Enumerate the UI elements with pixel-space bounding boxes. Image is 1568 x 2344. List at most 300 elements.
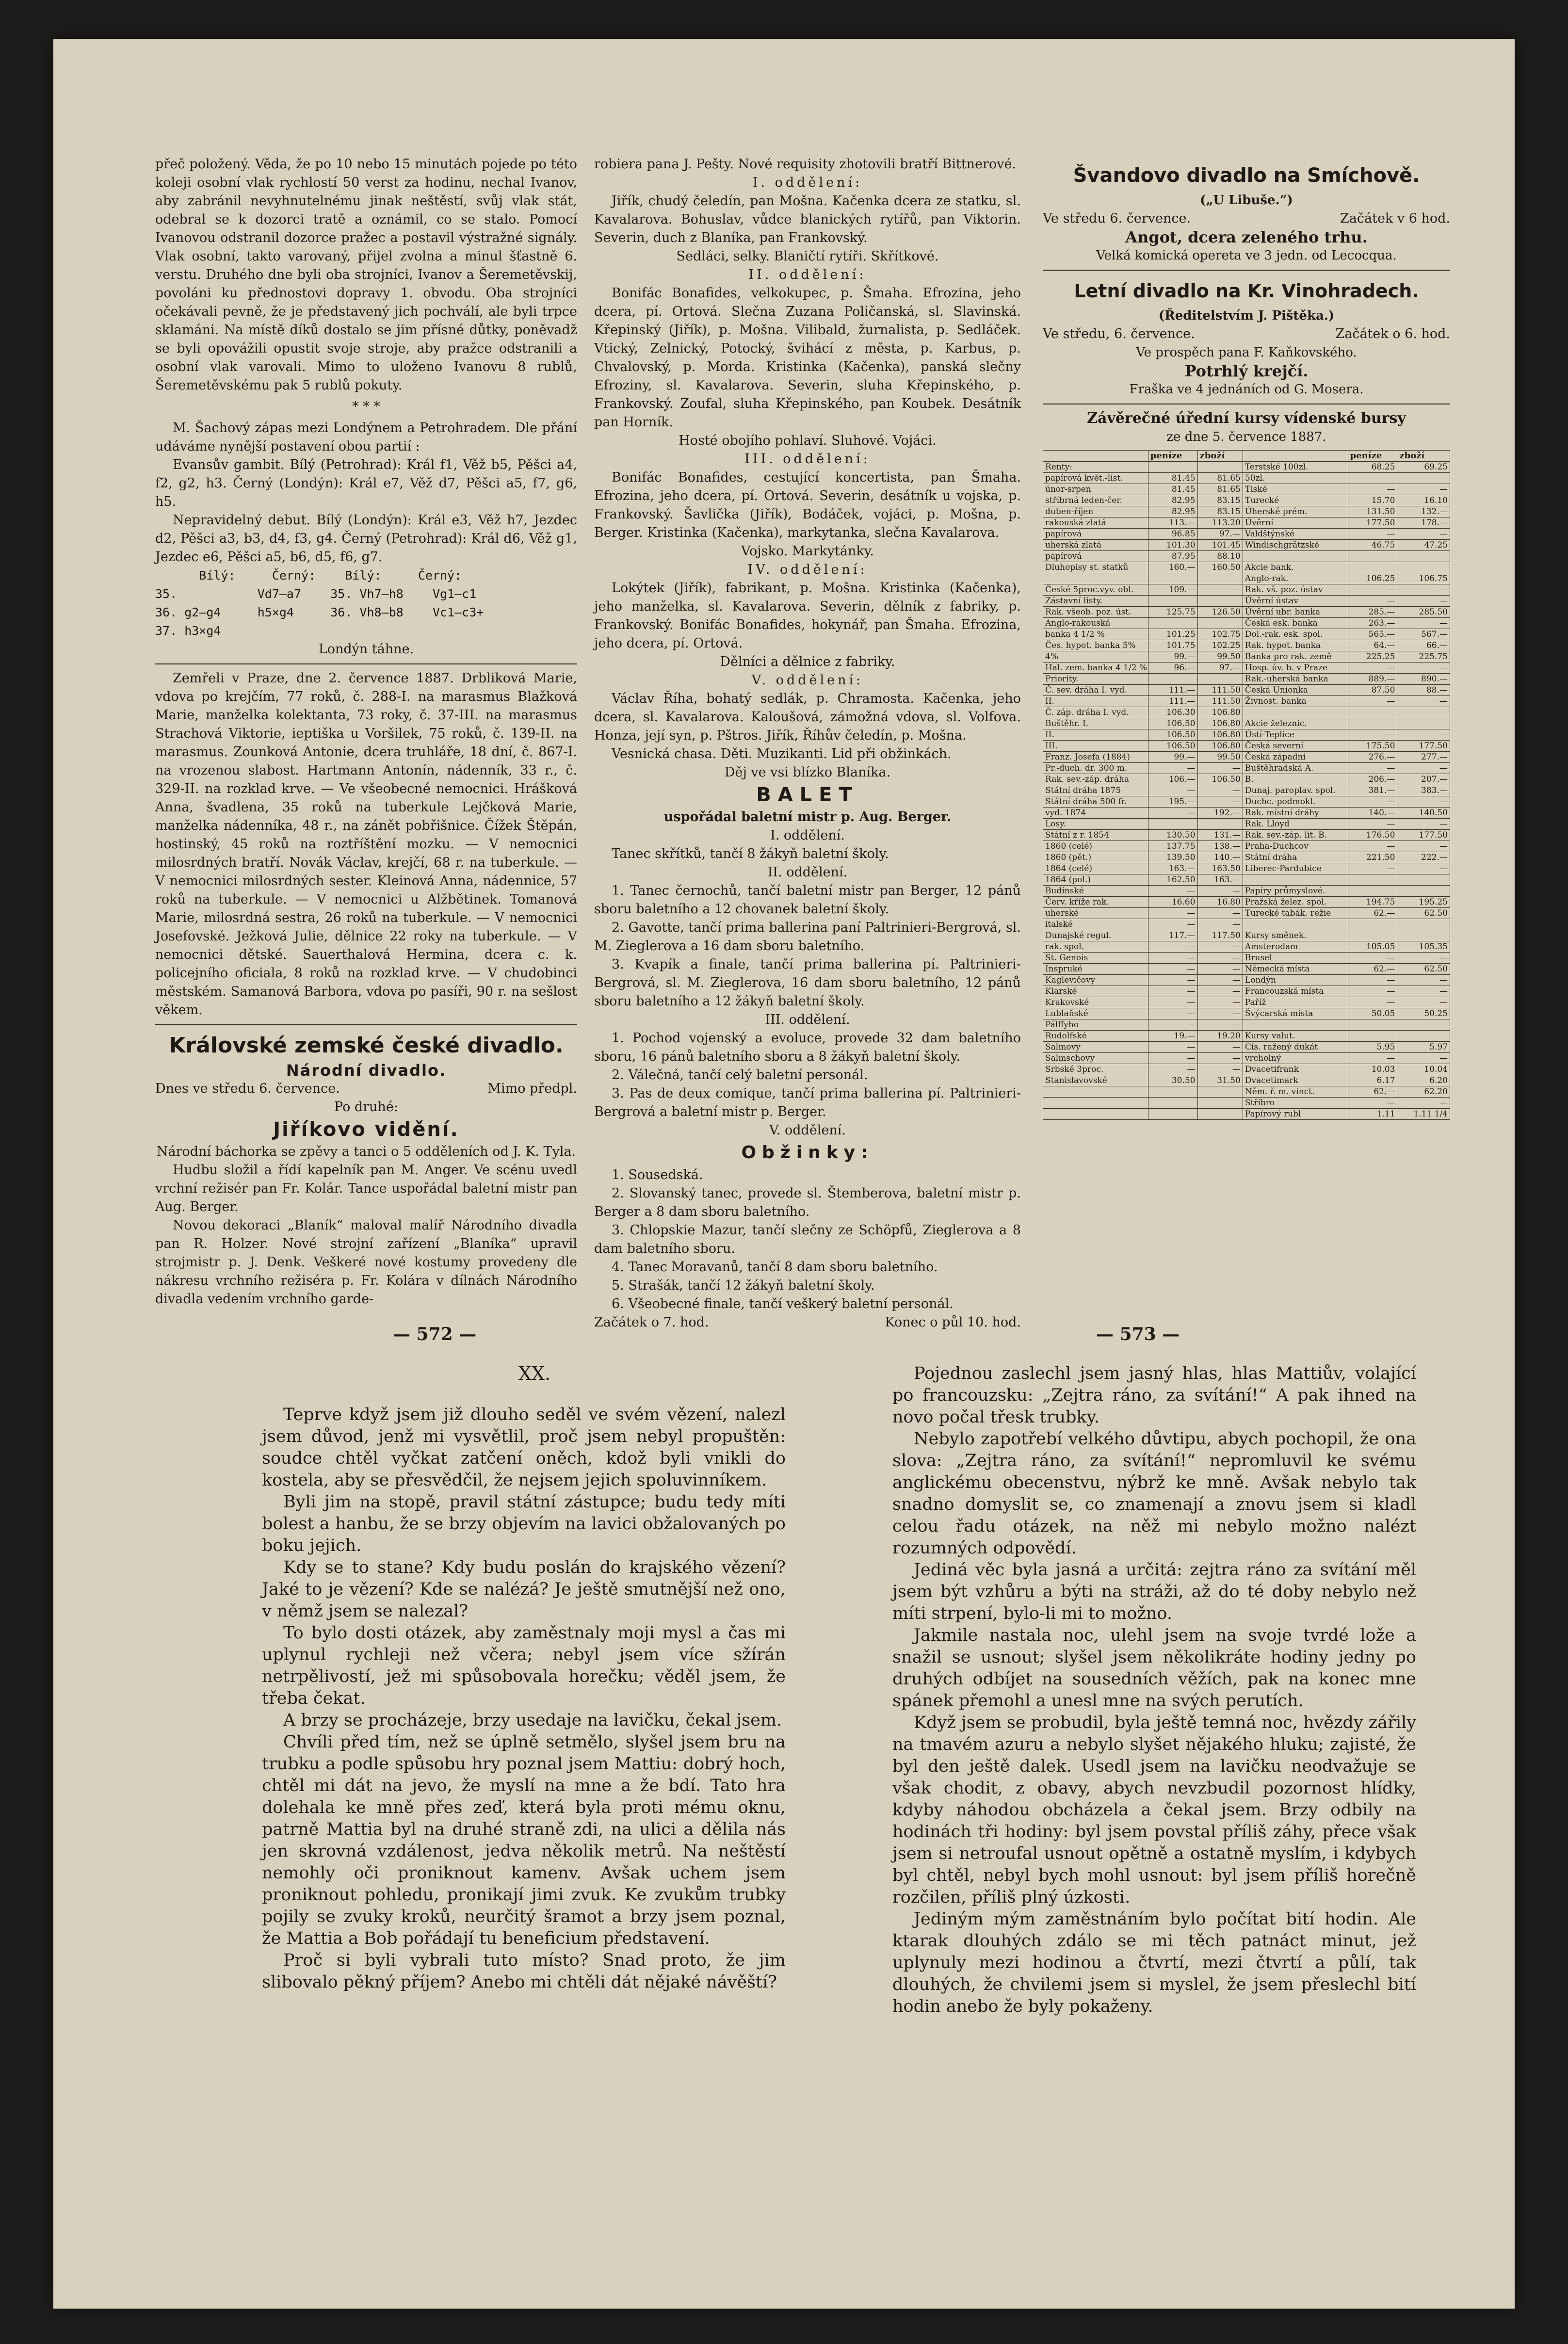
bursa-name: Pálffyho [1043, 1019, 1148, 1031]
bursa-row [1043, 975, 1450, 986]
bursa-value: — [1148, 975, 1197, 986]
bursa-name [1243, 874, 1348, 886]
bursa-value: 102.25 [1197, 640, 1243, 651]
bursa-value: — [1148, 763, 1197, 774]
bursa-value: 99.50 [1197, 752, 1243, 763]
book-paragraph: Jediná věc byla jasná a určitá: zejtra ráno za svítání měl jsem být vzhůru a býti na stráži, až do té doby nebylo než míti strpení, bylo-li mi to možno. [892, 1560, 1416, 1623]
bursa-row [1043, 529, 1450, 540]
bursa-value [1397, 1019, 1450, 1031]
play-description: Národní báchorka se zpěvy a tanci o 5 odděleních od J. K. Tyla. [156, 1144, 576, 1159]
bursa-name: II. [1043, 696, 1148, 707]
bursa-value: — [1397, 997, 1450, 1008]
book-paragraph: Chvíli před tím, než se úplně setmělo, slyšel jsem bru na trubku a podle spůsobu hry poznal jsem Mattiu: dobrý hoch, chtěl mi dát na jevo, že myslí na mne a že bdí. Tato hra dolehala ke mně přes zeď, která byla proti mému oknu, patrně Mattia byl na druhé straně zdi, na ulici a dělila nás jen skrovná vzdálenost, jedva několik metrů. Na neštěstí nemohly oči proniknout kamenv. Avšak uchem jsem proniknout pohledu, pronikají jimi zvuk. Ke zvukům trubky pojily se zvuky kroků, neurčitý šramot a brzy jsem poznal, že Mattia a Bob pořádají tu beneficium představení. [262, 1732, 786, 1948]
bursa-name: Paříž [1243, 997, 1348, 1008]
letni-play: Potrhlý krejčí. [1184, 362, 1309, 380]
bursa-name: Česká Unionka [1243, 685, 1348, 696]
bursa-value [1397, 707, 1450, 718]
bursa-value: — [1197, 1008, 1243, 1019]
bursa-value: 1.11 [1348, 1109, 1397, 1120]
bursa-name: Akcie bank. [1243, 562, 1348, 573]
railway-article: přeč položený. Věda, že po 10 nebo 15 minutách pojede po této koleji osobní vlak rychlostí 50 verst za hodinu, nechal Ivanov, aby zabránil nevyhnutelnému jinak neštěstí, svůj vlak stát, odebral se k dozorci tratě a oznámil, co se stalo. Pomocí Ivanovou odstranil dozorce pražec a postavil výstražné signály. Vlak osobní, takto varovaný, přijel zvolna a minul šťastně 6. verstu. Druhého dne byli oba strojníci, Ivanov a Šeremetěvskij, povoláni ku přednostovi dopravy 1. obvodu. Oba strojníci očekávali pevně, že je představený jich pochválí, ale byli trpce sklamáni. Na místě díků dostalo se jim přísné důtky, poněvadž se byli opovážili opustit svoje stroje, aby pražce odstranili a osobní vlak varovali. Mimo to uloženo Ivanovu 8 rublů, Šeremetěvskému pak 5 rublů pokuty. [155, 157, 577, 393]
section-heading: IV. oddělení: [747, 562, 868, 577]
bursa-name: Papíry průmyslové. [1243, 886, 1348, 897]
bursa-value: 139.50 [1148, 852, 1197, 863]
bursa-row [1043, 819, 1450, 830]
bursa-value: 30.50 [1148, 1075, 1197, 1086]
bursa-value: 50.05 [1348, 1008, 1397, 1019]
bursa-value: 285.— [1348, 607, 1397, 618]
bursa-name: Státní dráha 500 fr. [1043, 796, 1148, 808]
bursa-name: papírová [1043, 551, 1148, 562]
bursa-value [1397, 473, 1450, 484]
setting: Děj ve vsi blízko Blaníka. [724, 765, 891, 780]
theatre-date: Dnes ve středu 6. července. [155, 1081, 340, 1096]
bursa-value: 81.45 [1148, 484, 1197, 495]
bursa-value [1148, 1098, 1197, 1109]
bursa-value: 383.— [1397, 785, 1450, 796]
book-paragraph: Teprve když jsem již dlouho seděl ve svém vězení, nalezl jsem důvod, jenž mi vysvětlil, proč jsem nebyl propuštěn: soudce chtěl vyčkat zatčení oněch, kdož byli vnikli do kostela, aby se přesvědčil, že nejsem jejich spoluvinníkem. [262, 1405, 786, 1490]
bursa-name: Živnost. banka [1243, 696, 1348, 707]
deaths-notice: Zemřeli v Praze, dne 2. července 1887. Drbliková Marie, vdova po krejčím, 77 roků, č. 288-I. na marasmus Blažková Marie, manželka kolektanta, 73 roky, č. 37-III. na marasmus Strachová Viktorie, ieptiška u Voršilek, 75 roků, č. 139-II. na marasmus. Zounková Antonie, dcera truhláře, 18 dní, č. 867-I. na vrozenou slabost. Hartmann Antonín, nádenník, 33 r., č. 329-II. na rozklad krve. — Ve všeobecné nemocnici. Hrášková Anna, švadlena, 35 roků na tuberkule Lejčková Marie, manželka nádenníka, 48 r., na zánět pobřišnice. Čížek Štěpán, hostinský, 45 roků na roztříštění mozku. — V nemocnici milosrdných bratří. Novák Václav, krejčí, 68 r. na tuberkule. — V nemocnici milosrdných sester. Kleinová Anna, nádennice, 57 roků na tuberkule. — V nemocnici u Alžbětinek. Tomanová Marie, milosrdná sestra, 26 roků na tuberkule. — V nemocnici Josefovské. Ježková Julie, dělnice 22 roky na tuberkule. — V nemocnici dětské. Sauerthalová Hermina, dcera c. k. policejního oficiala, 8 roků na rozklad krve. — V chudobinci městském. Samanová Barbora, vdova po pasíři, 90 r. na sešlost věkem. [155, 671, 577, 1018]
bursa-value: — [1197, 796, 1243, 808]
bursa-name: Státní dráha 1875 [1043, 785, 1148, 796]
bursa-value: 137.75 [1148, 841, 1197, 852]
bursa-name: Turecké tabák. režie [1243, 908, 1348, 919]
bursa-value: — [1348, 1053, 1397, 1064]
bursa-row [1043, 707, 1450, 718]
bursa-row [1043, 785, 1450, 796]
bursa-value: — [1397, 763, 1450, 774]
cast-list: Bonifác Bonafides, velkokupec, p. Šmaha. Efrozina, jeho dcera, pí. Ortová. Slečna Zuzana Poličanská, sl. Slavinská. Křepinský (Jiřík), p. Mošna. Vilibald, žurnalista, p. Sedláček. Vtický, Zelnický, Potocký, švihácí z města, p. Karbus, p. Chvalovský, p. Morda. Kristinka (Kačenka), panská slečny Efroziny, sl. Kavalarova. Severin, sluha Křepinského, p. Frankovský. Zoufal, sluha Křepinského, pan Koubek. Desátník pan Horník. [594, 286, 1021, 430]
divider [155, 1024, 577, 1025]
bursa-name: Buštěhr. I. [1043, 718, 1148, 729]
bursa-name: Inspruké [1043, 964, 1148, 975]
bursa-value: 96.85 [1148, 529, 1197, 540]
bursa-value: 177.50 [1397, 741, 1450, 752]
obzinky-heading: Obžinky: [741, 1143, 874, 1163]
bursa-value: 162.50 [1148, 874, 1197, 886]
bursa-value: — [1397, 796, 1450, 808]
bursa-value [1148, 819, 1197, 830]
bursa-name [1043, 573, 1148, 584]
bursa-value: 6.17 [1348, 1075, 1397, 1086]
bursa-value: — [1348, 729, 1397, 741]
bursa-value: 195.— [1148, 796, 1197, 808]
bursa-name: Zástavní listy. [1043, 596, 1148, 607]
bursa-value: 109.— [1148, 584, 1197, 596]
bursa-value: — [1197, 1053, 1243, 1064]
bursa-name: Pražská želez. spol. [1243, 897, 1348, 908]
cast-list: Jiřík, chudý čeledín, pan Mošna. Kačenka dcera ze statku, sl. Kavalarova. Bohuslav, vůdce blanických rytířů, pan Viktorin. Severin, duch z Blaníka, pan Frankovský. [594, 194, 1021, 245]
bursa-name: duben-říjen [1043, 506, 1148, 517]
bursa-value [1148, 618, 1197, 629]
bursa-name: Valdštýnské [1243, 529, 1348, 540]
bursa-value: 225.75 [1397, 651, 1450, 663]
bursa-value: 5.97 [1397, 1042, 1450, 1053]
bursa-row [1043, 774, 1450, 785]
bursa-name: Stanislavovské [1043, 1075, 1148, 1086]
bursa-value: 111.50 [1197, 685, 1243, 696]
bursa-value: 890.— [1397, 674, 1450, 685]
bursa-name: Dvacetifrank [1243, 1064, 1348, 1075]
bursa-name: Něm. ř. m. vinct. [1243, 1086, 1348, 1098]
bursa-value [1197, 1098, 1243, 1109]
page-number-left: — 572 — [393, 1324, 477, 1344]
bursa-value: — [1148, 986, 1197, 997]
bursa-row [1043, 1086, 1450, 1098]
bursa-value: 69.25 [1397, 462, 1450, 473]
bursa-value: 117.— [1148, 930, 1197, 941]
bursa-value: — [1348, 663, 1397, 674]
bursa-name: Rak. místní dráhy [1243, 808, 1348, 819]
bursa-value: — [1348, 696, 1397, 707]
divider [155, 663, 577, 664]
column-2 [594, 155, 1021, 1330]
bursa-value: 178.— [1397, 517, 1450, 529]
bursa-value: — [1148, 919, 1197, 930]
bursa-value: 277.— [1397, 752, 1450, 763]
bursa-row [1043, 696, 1450, 707]
bursa-value: — [1397, 663, 1450, 674]
bursa-value: 46.75 [1348, 540, 1397, 551]
bursa-value: 81.65 [1197, 473, 1243, 484]
bursa-row [1043, 986, 1450, 997]
bursa-name: Česká severní [1243, 741, 1348, 752]
bursa-value [1148, 596, 1197, 607]
bursa-name: 4% [1043, 651, 1148, 663]
book-paragraph: Kdy se to stane? Kdy budu poslán do krajského vězení? Jaké to je vězení? Kde se nalézá? Je ještě smutnější než ono, v němž jsem se nalezal? [262, 1558, 786, 1621]
bursa-value: — [1148, 908, 1197, 919]
bursa-value: 106.50 [1148, 718, 1197, 729]
bursa-value [1197, 618, 1243, 629]
cast-extras: Sedláci, selky. Blaničtí rytíři. Skřítkové. [676, 249, 939, 264]
bursa-value: 889.— [1348, 674, 1397, 685]
chess-moves: Bílý: Černý: Bílý: Černý: 35. Vd7—a7 35. Vh7—h8 Vg1—c1 36. g2—g4 h5×g4 36. Vh8—b8 Vc1—c3+ 37. h3×g4 [155, 568, 484, 638]
bursa-name: Hosp. úv. b. v Praze [1243, 663, 1348, 674]
bursa-value [1197, 674, 1243, 685]
bursa-value: 106.25 [1348, 573, 1397, 584]
bursa-value: — [1148, 964, 1197, 975]
bursa-row [1043, 752, 1450, 763]
bursa-value: 15.70 [1348, 495, 1397, 506]
book-paragraph: Jediným mým zaměstnáním bylo počítat bití hodin. Ale ktarak dlouhých zdálo se mi těch patnáct minut, jež uplynuly mezi hodinou a čtvrtí, mezi čtvrtí a půlí, tak dlouhých, že chvilemi jsem si myslel, že jsem přeslechl bití hodin anebo že byly pokaženy. [892, 1909, 1416, 2016]
bursa-value: 5.95 [1348, 1042, 1397, 1053]
bursa-value: 132.— [1397, 506, 1450, 517]
bursa-header-row [1043, 451, 1450, 462]
obzinky-item: 1. Sousedská. [612, 1167, 703, 1182]
bursa-value: 82.95 [1148, 506, 1197, 517]
bursa-value: 83.15 [1197, 495, 1243, 506]
bursa-value: 19.— [1148, 1031, 1197, 1042]
bursa-name: 1864 (pol.) [1043, 874, 1148, 886]
bursa-row [1043, 796, 1450, 808]
bursa-value: 176.50 [1348, 830, 1397, 841]
bursa-value: — [1197, 1042, 1243, 1053]
bursa-value [1348, 718, 1397, 729]
bursa-value: — [1348, 1098, 1397, 1109]
bursa-name: Budínské [1043, 886, 1148, 897]
bursa-row [1043, 495, 1450, 506]
bursa-value: — [1397, 529, 1450, 540]
bursa-name: Terstské 100zl. [1243, 462, 1348, 473]
bursa-row [1043, 1109, 1450, 1120]
chess-game-a: Evansův gambit. Bílý (Petrohrad): Král f1, Věž b5, Pěšci a4, f2, g2, h3. Černý (Londýn): Král e7, Věž d7, Pěšci a5, f7, g6, h5. [155, 457, 577, 509]
bursa-name: 1860 (pět.) [1043, 852, 1148, 863]
bursa-value: 106.80 [1197, 707, 1243, 718]
bursa-value: 195.25 [1397, 897, 1450, 908]
bursa-name: Francouzská místa [1243, 986, 1348, 997]
bursa-value: 106.80 [1197, 718, 1243, 729]
ballet-section: V. oddělení. [769, 1123, 846, 1138]
bursa-value: — [1148, 808, 1197, 819]
play-title: Jiříkovo vidění. [273, 1118, 459, 1141]
bursa-value: 105.35 [1397, 941, 1450, 953]
bursa-value: — [1397, 986, 1450, 997]
bursa-value: 225.25 [1348, 651, 1397, 663]
bursa-name: Rak. Lloyd [1243, 819, 1348, 830]
bursa-row [1043, 852, 1450, 863]
chess-moves-end: Londýn táhne. [318, 642, 414, 657]
bursa-row [1043, 964, 1450, 975]
bursa-value: 31.50 [1197, 1075, 1243, 1086]
bursa-value: 111.— [1148, 685, 1197, 696]
bursa-value: — [1348, 584, 1397, 596]
bursa-value: 62.50 [1397, 964, 1450, 975]
bursa-value [1148, 462, 1197, 473]
bursa-row [1043, 841, 1450, 852]
bursa-row [1043, 1075, 1450, 1086]
page-number-right: — 573 — [1096, 1324, 1180, 1344]
bursa-name: Anglo-rak. [1243, 573, 1348, 584]
bursa-row [1043, 618, 1450, 629]
bursa-value: — [1348, 986, 1397, 997]
bursa-value: 62.— [1348, 908, 1397, 919]
bursa-value: 81.45 [1148, 473, 1197, 484]
ballet-subheading: uspořádal baletní mistr p. Aug. Berger. [663, 809, 952, 824]
decoration-credits: Novou dekoraci „Blaník“ maloval malíř Národního divadla pan R. Holzer. Nové strojní zařízení „Blaníka“ upravil strojmistr p. J. Denk. Veškeré nové kostumy provedeny dle nákresu vrchního režiséra p. Fr. Kolára v dílnách Národního divadla vedením vrchního garde- [155, 1218, 577, 1307]
bursa-value: — [1148, 785, 1197, 796]
bursa-value: — [1348, 763, 1397, 774]
bursa-name: Salmschovy [1043, 1053, 1148, 1064]
bursa-row [1043, 484, 1450, 495]
cast-extras: Vojsko. Markytánky. [741, 544, 874, 559]
bursa-value: — [1397, 841, 1450, 852]
bursa-value: 101.25 [1148, 629, 1197, 640]
bursa-value: — [1197, 584, 1243, 596]
bursa-name: Stříbro [1243, 1098, 1348, 1109]
bursa-value: — [1397, 696, 1450, 707]
bursa-name: Rak. vš. poz. ústav [1243, 584, 1348, 596]
bursa-name: Franz. Josefa (1884) [1043, 752, 1148, 763]
svandovo-title: Švandovo divadlo na Smíchově. [1073, 164, 1420, 187]
bursa-table [1043, 450, 1450, 1120]
bursa-row [1043, 997, 1450, 1008]
bursa-name: Kursy směnek. [1243, 930, 1348, 941]
bursa-name: Úvěrní ubr. banka [1243, 607, 1348, 618]
bursa-row [1043, 1053, 1450, 1064]
bursa-value [1197, 596, 1243, 607]
bursa-value: — [1397, 484, 1450, 495]
bursa-value: 66.— [1397, 640, 1450, 651]
bursa-date: ze dne 5. července 1887. [1166, 430, 1326, 444]
bursa-title: Závěrečné úřední kursy vídenské bursy [1087, 410, 1406, 427]
bursa-value [1397, 930, 1450, 941]
bursa-name [1043, 1086, 1148, 1098]
bursa-value: 88.— [1397, 685, 1450, 696]
header-money: peníze [1348, 451, 1397, 462]
bursa-value: 160.— [1148, 562, 1197, 573]
bursa-name [1043, 1098, 1148, 1109]
bursa-value: 97.— [1197, 663, 1243, 674]
bursa-value: 99.50 [1197, 651, 1243, 663]
book-paragraph: Proč si byli vybrali tuto místo? Snad proto, že jim slibovalo pěkný příjem? Anebo mi chtěli dát nějaké návěští? [262, 1951, 786, 1992]
bursa-value: — [1197, 919, 1243, 930]
bursa-name: vyd. 1874 [1043, 808, 1148, 819]
bursa-value: — [1348, 819, 1397, 830]
bursa-value [1148, 1109, 1197, 1120]
bursa-value: 117.50 [1197, 930, 1243, 941]
bursa-value: — [1197, 997, 1243, 1008]
bursa-row [1043, 685, 1450, 696]
bursa-name [1243, 707, 1348, 718]
bursa-row [1043, 919, 1450, 930]
bursa-row [1043, 517, 1450, 529]
bursa-value: 105.05 [1348, 941, 1397, 953]
bursa-name: Rak. sev.-záp. lit. B. [1243, 830, 1348, 841]
bursa-value: 381.— [1348, 785, 1397, 796]
chess-game-b: Nepravidelný debut. Bílý (Londýn): Král e3, Věž h7, Jezdec d2, Pěšci a3, b3, d4, f3, g4. Černý (Petrohrad): Král d6, Věž g1, Jezdec e6, Pěšci a5, b6, d5, f6, g7. [155, 513, 577, 565]
bursa-value: 10.03 [1348, 1064, 1397, 1075]
music-credits: Hudbu složil a řídí kapelník pan M. Anger. Ve scénu uvedl vrchní režisér pan Fr. Kolár. Tance uspořádal baletní mistr pan Aug. Berger. [155, 1163, 577, 1214]
bursa-name: Rak. hypot. banka [1243, 640, 1348, 651]
theatre-title: Královské zemské české divadlo. [169, 1033, 564, 1058]
bursa-value: 106.— [1148, 774, 1197, 785]
bursa-value: 163.— [1197, 874, 1243, 886]
bursa-value: 140.— [1197, 852, 1243, 863]
bursa-value: — [1197, 785, 1243, 796]
bursa-name: rakouská zlatá [1043, 517, 1148, 529]
cast-extras: Hosté obojího pohlaví. Sluhové. Vojáci. [679, 433, 937, 448]
bursa-row [1043, 808, 1450, 819]
bursa-name: Dluhopisy st. statků [1043, 562, 1148, 573]
bursa-name: Duchc.-podmokl. [1243, 796, 1348, 808]
bursa-value: 68.25 [1348, 462, 1397, 473]
bursa-value: 62.20 [1397, 1086, 1450, 1098]
bursa-value: 101.45 [1197, 540, 1243, 551]
bursa-name: italské [1043, 919, 1148, 930]
bursa-value: 113.— [1148, 517, 1197, 529]
bursa-value: 1.11 1/4 [1397, 1109, 1450, 1120]
column-1 [155, 155, 577, 1307]
letni-date-row [1043, 325, 1450, 343]
bursa-value [1348, 930, 1397, 941]
book-paragraph: Pojednou zaslechl jsem jasný hlas, hlas Mattiův, volající po francouzsku: „Zejtra ráno, za svítání!“ A pak ihned na novo počal třesk trubky. [892, 1364, 1416, 1427]
bursa-value: — [1148, 953, 1197, 964]
bursa-value: 83.15 [1197, 506, 1243, 517]
bursa-value: — [1197, 986, 1243, 997]
bursa-value [1348, 707, 1397, 718]
bursa-row [1043, 830, 1450, 841]
bursa-value: 6.20 [1397, 1075, 1450, 1086]
bursa-value: — [1397, 953, 1450, 964]
bursa-name: uherské [1043, 908, 1148, 919]
bursa-name: rak. spol. [1043, 941, 1148, 953]
bursa-value: — [1348, 796, 1397, 808]
book-page-right [892, 1363, 1416, 2207]
bursa-value: 206.— [1348, 774, 1397, 785]
bursa-value: 111.50 [1197, 696, 1243, 707]
bursa-value: 131.50 [1348, 506, 1397, 517]
bursa-value: — [1348, 863, 1397, 874]
bursa-row [1043, 674, 1450, 685]
bursa-value: — [1197, 1064, 1243, 1075]
bursa-name: Lublaňské [1043, 1008, 1148, 1019]
bursa-name: Dunaj. paroplav. spol. [1243, 785, 1348, 796]
bursa-value [1197, 819, 1243, 830]
bursa-value: 16.60 [1148, 897, 1197, 908]
header-goods: zboží [1397, 451, 1450, 462]
obzinky-item: 5. Strašák, tančí 12 žákyň baletní školy. [612, 1278, 875, 1293]
bursa-value: 177.50 [1397, 830, 1450, 841]
bursa-name: Česká esk. banka [1243, 618, 1348, 629]
ballet-item: 1. Tanec černochů, tančí baletní mistr pan Berger, 12 pánů sboru baletního a 12 chovanek baletní školy. [594, 883, 1021, 917]
svandovo-date: Ve středu 6. července. [1043, 211, 1191, 226]
bursa-value: 102.75 [1197, 629, 1243, 640]
book-page-left [262, 1363, 786, 2207]
bursa-value: 106.30 [1148, 707, 1197, 718]
bursa-name: Renty: [1043, 462, 1148, 473]
bursa-name [1243, 551, 1348, 562]
bursa-value [1148, 674, 1197, 685]
bursa-row [1043, 1031, 1450, 1042]
bursa-value [1197, 1086, 1243, 1098]
bursa-name: Turecké [1243, 495, 1348, 506]
cast-list: Václav Říha, bohatý sedlák, p. Chramosta. Kačenka, jeho dcera, sl. Kavalarova. Kaloušová, zámožná vdova, sl. Volfova. Honza, její syn, p. Pštros. Jiřík, Říhův čeledín, p. Mošna. [594, 691, 1021, 743]
bursa-value: — [1197, 1019, 1243, 1031]
bursa-name: Úvěrní ústav [1243, 596, 1348, 607]
bursa-value [1348, 1031, 1397, 1042]
bursa-value: 125.75 [1148, 607, 1197, 618]
bursa-value: — [1348, 841, 1397, 852]
ballet-section: III. oddělení. [765, 1012, 850, 1027]
bursa-value: — [1197, 886, 1243, 897]
bursa-row [1043, 462, 1450, 473]
bursa-name: papírová květ.-list. [1043, 473, 1148, 484]
bursa-name: Tiské [1243, 484, 1348, 495]
bursa-value: 50.25 [1397, 1008, 1450, 1019]
bursa-name: Úvěrní [1243, 517, 1348, 529]
obzinky-item: 6. Všeobecné finale, tančí veškerý baletní personál. [612, 1296, 954, 1311]
bursa-row [1043, 886, 1450, 897]
bursa-row [1043, 763, 1450, 774]
bursa-name: Pr.-duch. dr. 300 m. [1043, 763, 1148, 774]
bursa-value: 106.50 [1148, 729, 1197, 741]
bursa-value: 64.— [1348, 640, 1397, 651]
bursa-value [1197, 573, 1243, 584]
bursa-value: — [1197, 964, 1243, 975]
bursa-row [1043, 741, 1450, 752]
bursa-value [1348, 562, 1397, 573]
letni-subtitle: (Ředitelstvím J. Pištěka.) [1158, 308, 1335, 323]
book-paragraph: Byli jim na stopě, pravil státní zástupce; budu tedy míti bolest a hanbu, že se brzy objevím na lavici obžalovaných po boku jejich. [262, 1492, 786, 1555]
bursa-value: 16.80 [1197, 897, 1243, 908]
bursa-value: — [1397, 863, 1450, 874]
column-3 [1043, 155, 1450, 1237]
bursa-value [1397, 886, 1450, 897]
bursa-name [1243, 919, 1348, 930]
bursa-value: — [1397, 975, 1450, 986]
bursa-row [1043, 584, 1450, 596]
